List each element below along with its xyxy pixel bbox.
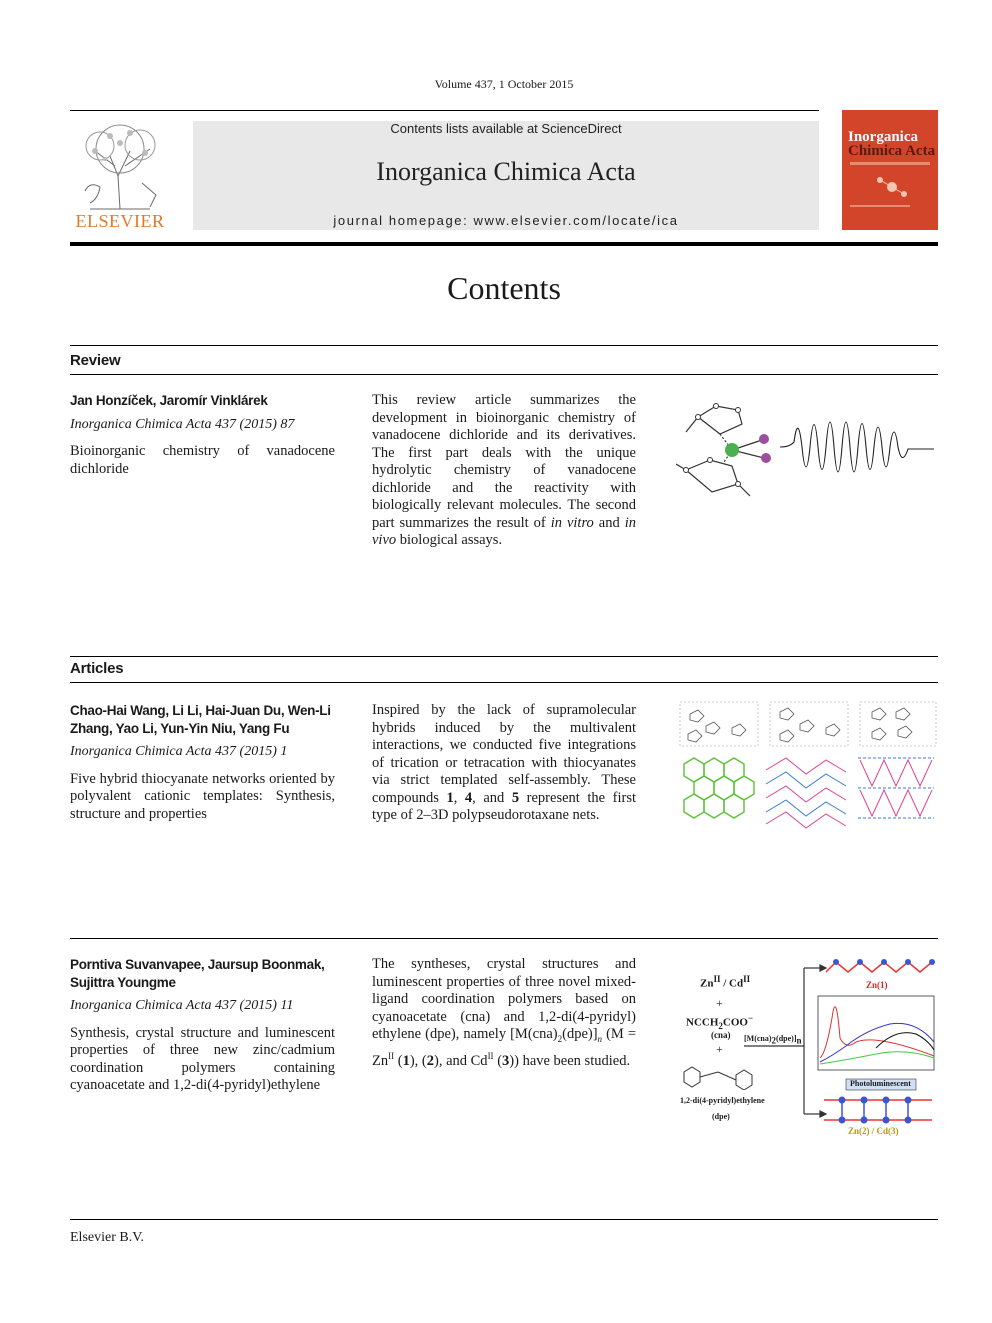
entry-title[interactable]: Five hybrid thiocyanate networks oriented by polyvalent cationic templates: Synthesis, structure and properties (70, 770, 335, 822)
label-plus: + (716, 996, 723, 1010)
section-rule-top (70, 345, 938, 346)
section-rule-top (70, 656, 938, 657)
journal-name: Inorganica Chimica Acta (376, 157, 636, 186)
entry-meta (70, 702, 335, 823)
header-rule (70, 110, 819, 111)
section-rule-bottom (70, 682, 938, 683)
entry-separator-rule (70, 938, 938, 939)
entry-authors: Porntiva Suvanvapee, Jaursup Boonmak, Sujittra Youngme (70, 957, 325, 990)
journal-banner (193, 121, 819, 230)
entry-abstract: Inspired by the lack of supramolecular hybrids induced by the multivalent interactions, we conducted five integrations of trication or tetracation with thiocyanates via strict templated self-assembly. These compounds 1, 4, and 5 represent the first type of 2–3D polypseudorotaxane nets. (372, 702, 637, 823)
entry-meta (70, 392, 335, 478)
section-heading-review: Review (70, 352, 121, 369)
footer-rule (70, 1219, 938, 1220)
cover-molecule-icon (872, 172, 912, 202)
label-zn-cd: $Zn^{II} / Cd^{II}$ (700, 974, 751, 990)
label-zn1: Zn(1) (866, 980, 888, 990)
entry-abstract: This review article summarizes the development in bioinorganic chemistry of vanadocene dichloride and its derivatives. The first part deals with the unique hydrolytic chemistry of vanadocene dichloride and the reactivity with biologically relevant molecules. The second part summarizes the result of in vitro and in vivo biological assays. (372, 392, 636, 548)
label-plus: + (716, 1042, 723, 1056)
elsevier-wordmark: ELSEVIER (75, 211, 165, 231)
cover-decoration-2 (850, 205, 910, 207)
section-heading-articles: Articles (70, 660, 124, 677)
cover-title-line1: Inorganica (848, 129, 919, 145)
header-thick-rule (70, 242, 938, 246)
volume-line: Volume 437, 1 October 2015 (434, 77, 574, 91)
graphical-abstract-vanadocene (676, 392, 938, 507)
sciencedirect-line: Contents lists available at ScienceDirect (390, 121, 622, 136)
entry-citation[interactable]: Inorganica Chimica Acta 437 (2015) 1 (70, 744, 288, 759)
label-dpe: (dpe) (712, 1112, 730, 1121)
label-photoluminescent: Photoluminescent (850, 1079, 911, 1088)
entry-title[interactable]: Synthesis, crystal structure and luminescent properties of three new zinc/cadmium coordination polymers containing cyanoacetate and 1,2-di(4-pyridyl)ethylene (70, 1024, 335, 1093)
entry-title[interactable]: Bioinorganic chemistry of vanadocene dichloride (70, 443, 335, 477)
journal-homepage[interactable]: journal homepage: www.elsevier.com/locate/ica (333, 213, 679, 228)
entry-authors: Jan Honzíček, Jaromír Vinklárek (70, 393, 268, 408)
cover-title-line2: Chimica Acta (848, 143, 936, 159)
entry-abstract: The syntheses, crystal structures and luminescent properties of three novel mixed-ligand coordination polymers based on cyanoacetate (cna) and 1,2-di(4-pyridyl) ethylene (dpe), namely $[M(cna)_2(dpe)]_n$ ($M = Zn^{II}$ (1), (2), and $Cd^{II}$ (3)) have been studied. (372, 956, 636, 1070)
entry-citation[interactable]: Inorganica Chimica Acta 437 (2015) 11 (70, 998, 294, 1013)
journal-cover-image (842, 110, 938, 230)
entry-meta (70, 956, 335, 1095)
label-dpe-name: 1,2-di(4-pyridyl)ethylene (680, 1096, 765, 1105)
footer-publisher: Elsevier B.V. (70, 1230, 145, 1245)
entry-authors: Chao-Hai Wang, Li Li, Hai-Juan Du, Wen-Li Zhang, Yao Li, Yun-Yin Niu, Yang Fu (70, 703, 331, 736)
label-zn2-cd3: Zn(2) / Cd(3) (848, 1126, 899, 1136)
label-product: $[M(cna)_2(dpe)]_n$ (744, 1034, 802, 1046)
page-title: Contents (447, 270, 561, 306)
graphical-abstract-thiocyanate (676, 700, 938, 830)
section-rule-bottom (70, 374, 938, 375)
label-cna: (cna) (711, 1030, 731, 1040)
graphical-abstract-coordination-polymers (676, 958, 938, 1140)
cover-decoration (850, 162, 930, 165)
entry-citation[interactable]: Inorganica Chimica Acta 437 (2015) 87 (70, 416, 295, 432)
label-ncch2coo: $NCCH_2COO^-$ (686, 1013, 754, 1031)
